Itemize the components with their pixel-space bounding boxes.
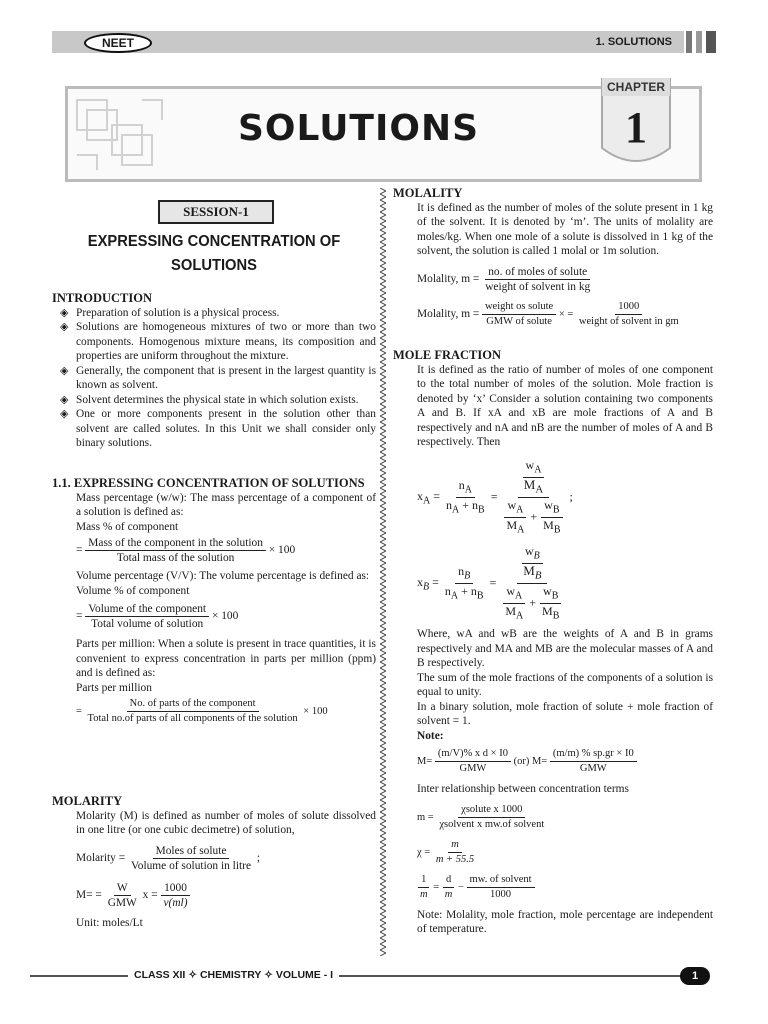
list-item: ◈ Generally, the component that is present in the largest quantity is known as solvent. <box>60 364 376 393</box>
neet-logo: NEET <box>84 33 152 53</box>
mole-fraction-section <box>393 348 713 450</box>
mass-percent-label: Mass % of component <box>76 520 179 533</box>
inter-relationship-text: Inter relationship between concentration terms <box>417 783 629 795</box>
molarity-formula: Molarity = $\frac{\text{Moles of solute}}{\text{Volume of solution in litre}}$ ; <box>76 844 261 872</box>
molarity-formula-2: M= = $\frac{W}{\text{GMW}}$ x = $\frac{1000}{v(ml)}$ <box>76 881 376 910</box>
molality-heading: MOLALITY <box>393 186 463 200</box>
list-item: ◈ One or more components present in the solution other than solvent are called solutes. In this Unit we shall consider only binary solutions. <box>60 407 376 451</box>
relation-formula-1: m = $\frac{\text{χsolute x 1000}}{\text{χsolvent x mw.of solvent}}$ <box>417 803 545 830</box>
page-number: 1 <box>680 967 710 985</box>
ppm-text: Parts per million: When a solute is present in trace quantities, it is convenient to express concentration in parts per million (ppm) and is defined as: <box>76 638 376 679</box>
relation-formula-3: $\frac{1}{m}$ = $\frac{d}{m}$ − $\frac{\text{mw. of solvent}}{1000}$ <box>417 873 713 902</box>
chapter-number: 1 <box>625 103 647 152</box>
note-formula: M= $\frac{\text{(m/V)\% x d × I0}}{\text{GMW}}$ (or) M= $\frac{(m/m) \% sp.gr \times I0}{\text{GMW}}$ <box>417 747 713 776</box>
mole-fraction-text: It is defined as the ratio of number of moles of one component to the total number of moles of the solution. Mole fraction is denoted by ‘x’ Consider a solution containing two components A and B. If xA and xB are mole fractions of A and B respectively and nA and nB are the number of moles of A and B respectively. Then <box>417 363 713 448</box>
ppm-label: Parts per million <box>76 681 152 694</box>
header-stripe <box>686 31 692 53</box>
mole-fraction-eq-b: $x_B$ = $\frac{n_B}{n_A + n_B}$ = $\frac{w_B}{M_B}$ $\frac{w_A}{M_A}$ + $\frac{w_B}{M_B}$ <box>417 544 560 622</box>
mole-fraction-heading: MOLE FRACTION <box>393 348 501 362</box>
list-item: ◈ Solutions are homogeneous mixtures of two or more than two components. Homogenous mixture means, its composition and properties are uniform throughout the mixture. <box>60 320 376 364</box>
header-stripe <box>696 31 702 53</box>
header-stripe <box>706 31 716 53</box>
running-chapter-title: 1. SOLUTIONS <box>595 36 672 48</box>
column-divider <box>380 188 386 956</box>
molarity-unit: Unit: moles/Lt <box>76 916 143 929</box>
where-text: Where, wA and wB are the weights of A and B in grams respectively and MA and MB are the molecular masses of A and B respectively. <box>417 628 713 669</box>
relation-formula-2: χ = $\frac{m}{m + 55.5}$ <box>417 838 475 865</box>
mole-fraction-eq-a: $x_A$ = $\frac{n_A}{n_A + n_B}$ = $\frac{w_A}{M_A}$ $\frac{w_A}{M_A}$ + $\frac{w_B}{M_B}$ ; <box>417 458 573 536</box>
decorative-pattern-icon <box>72 95 172 175</box>
molality-formula-2: Molality, m = $\frac{\text{weight os solute}}{\text{GMW of solute}}$ × = $\frac{1000}{\text{weight of solvent in gm}}$ <box>417 300 679 327</box>
section-1-1 <box>52 476 376 726</box>
list-item: ◈ Preparation of solution is a physical process. <box>60 306 376 321</box>
section-heading: 1.1. EXPRESSING CONCENTRATION OF SOLUTIONS <box>52 476 365 490</box>
molarity-section <box>52 794 376 930</box>
sum-text: The sum of the mole fractions of the components of a solution is equal to unity. <box>417 671 713 698</box>
session-badge: SESSION-1 <box>158 200 274 224</box>
mass-percent-formula: = $\frac{\text{Mass of the component in the solution}}{\text{Total mass of the solution}}$ × 100 <box>76 537 296 564</box>
mass-percent-text: Mass percentage (w/w): The mass percentage of a component of a solution is defined as: <box>76 491 376 518</box>
molality-section <box>393 186 713 333</box>
chapter-label: CHAPTER <box>606 80 665 94</box>
binary-text: In a binary solution, mole fraction of solute + mole fraction of solvent = 1. <box>417 700 713 727</box>
volume-percent-text: Volume percentage (V/V): The volume percentage is defined as: <box>76 570 370 582</box>
footer-text: CLASS XII ✧ CHEMISTRY ✧ VOLUME - I <box>128 969 339 981</box>
final-note: Note: Molality, mole fraction, mole percentage are independent of temperature. <box>417 908 713 935</box>
intro-list <box>52 306 376 451</box>
intro-heading: INTRODUCTION <box>52 291 153 305</box>
chapter-title: SOLUTIONS <box>238 108 480 149</box>
list-item: ◈ Solvent determines the physical state in which solution exists. <box>60 393 376 408</box>
note-label: Note: <box>417 729 444 742</box>
mole-fraction-notes <box>393 627 713 937</box>
volume-percent-formula: = $\frac{\text{Volume of the component}}{\text{Total volume of solution}}$ × 100 <box>76 603 239 630</box>
molality-text: It is defined as the number of moles of the solute present in 1 kg of the solvent. It is denoted by ‘m’. The units of molality are moles/kg. When one mole of a solute is dissolved in 1 kg of the solvent, the solution is called 1 molal or 1m solution. <box>417 201 713 257</box>
molarity-heading: MOLARITY <box>52 794 123 808</box>
molality-formula: Molality, m = $\frac{\text{no. of moles of solute}}{\text{weight of solvent in kg}}$ <box>417 265 591 293</box>
main-heading: EXPRESSING CONCENTRATION OF SOLUTIONS <box>87 233 341 274</box>
volume-percent-label: Volume % of component <box>76 584 190 597</box>
introduction-section <box>52 291 376 451</box>
ppm-formula: = $\frac{\text{No. of parts of the component}}{\text{Total no.of parts of all components of the solution}}$ × 100 <box>76 698 328 724</box>
molarity-text: Molarity (M) is defined as number of moles of solute dissolved in one litre (or one cubic decimetre) of solution, <box>76 809 376 836</box>
